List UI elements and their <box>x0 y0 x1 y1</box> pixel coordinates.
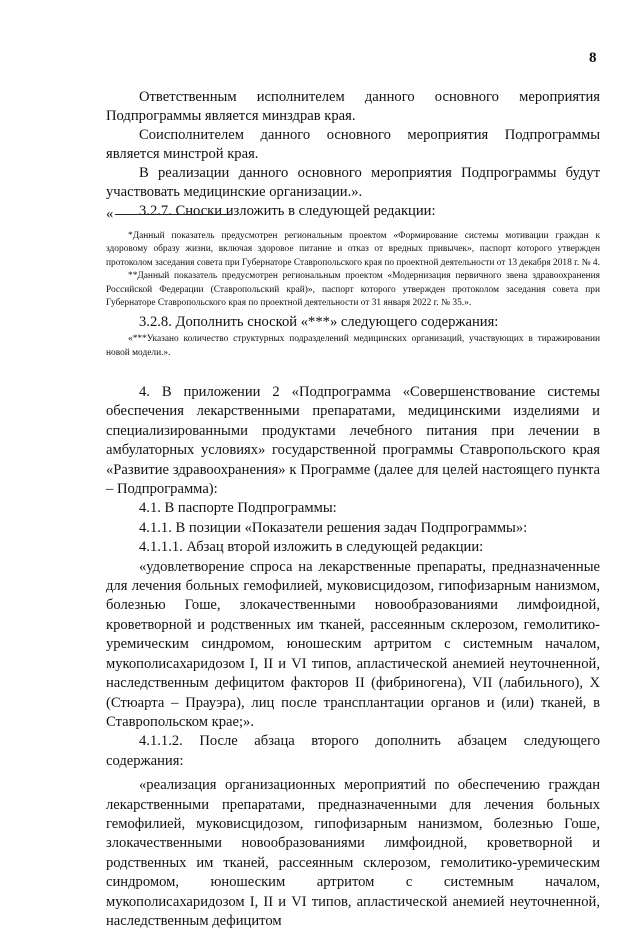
paragraph-4112-text: «реализация организационных мероприятий по обеспечению граждан лекарственными препаратами, предназначенными для лечения больных гемофилией, муковисцидозом, гипофизарным нанизмом, болезнью Гоше, злокачественными новообразованиями лимфоидной, кроветворной и родственных им тканей, рассеянным склерозом, гемолитико-уремическим синдромом, юношеским артритом с системным началом, мукополисахаридозом I, II и VI типов, апластической анемией неуточненной, наследственным дефицитом <box>106 777 600 929</box>
paragraph-411: 4.1.1. В позиции «Показатели решения задач Подпрограммы»: <box>139 519 528 536</box>
opening-quote: « <box>106 206 114 222</box>
paragraph-328: 3.2.8. Дополнить сноской «***» следующего содержания: <box>139 314 499 331</box>
footnotes-block <box>106 206 600 360</box>
footnote-1: *Данный показатель предусмотрен региональным проектом «Формирование системы мотивации граждан к здоровому образу жизни, включая здоровое питание и отказ от вредных привычек», паспорт которого утвержден протоколом заседания совета при Губернаторе Ставропольского края по проектной деятельности от 13 декабря 2018 г. № 4. <box>106 231 600 268</box>
paragraph-participants: В реализации данного основного мероприятия Подпрограммы будут участвовать медицинские организации.». <box>106 165 600 200</box>
paragraph-4111: 4.1.1.1. Абзац второй изложить в следующей редакции: <box>139 539 484 556</box>
paragraph-responsible: Ответственным исполнителем данного основного мероприятия Подпрограммы является минздрав края. <box>106 89 600 124</box>
footnote-3: «***Указано количество структурных подразделений медицинских организаций, участвующих в тиражировании новой модели.». <box>106 334 600 358</box>
paragraph-co-executor: Соисполнителем данного основного мероприятия Подпрограммы является минстрой края. <box>106 127 600 162</box>
footnote-2: **Данный показатель предусмотрен региональным проектом «Модернизация первичного звена здравоохранения Российской Федерации (Ставропольский край)», паспорт которого утвержден протоколом заседания совета при Губернаторе Ставропольского края по проектной деятельности от 31 января 2022 г. № 35.». <box>106 271 600 309</box>
paragraph-4111-text: «удовлетворение спроса на лекарственные препараты, предназначенные для лечения больных гемофилией, муковисцидозом, гипофизарным нанизмом, болезнью Гоше, злокачественными новообразованиями лимфоидной, кроветворной и родственных им тканей, рассеянным склерозом, гемолитико-уремическим синдромом, юношеским артритом с системным началом, мукополисахаридозом I, II и VI типов, апластической анемией неуточненной, наследственным дефицитом факторов II (фибриногена), VII (лабильного), X (Стюарта – Прауэра), лиц после трансплантации органов и (или) тканей, в Ставропольском крае;». <box>106 558 600 730</box>
top-section <box>106 88 600 221</box>
paragraph-327: 3.2.7. Сноски изложить в следующей редакции: <box>139 203 436 219</box>
footnote-rule <box>115 214 231 215</box>
page-number: 8 <box>589 50 597 66</box>
paragraph-4: 4. В приложении 2 «Подпрограмма «Совершенствование системы обеспечения лекарственными препаратами, медицинскими изделиями и специализированными продуктами лечебного питания при лечении в амбулаторных условиях» государственной программы Ставропольского края «Развитие здравоохранения» к Программе (далее для целей настоящего пункта – Подпрограмма): <box>106 384 600 498</box>
paragraph-41: 4.1. В паспорте Подпрограммы: <box>139 500 337 517</box>
paragraph-4112: 4.1.1.2. После абзаца второго дополнить абзацем следующего содержания: <box>106 733 600 769</box>
footnote-opener <box>106 206 600 222</box>
section-4 <box>106 383 600 931</box>
